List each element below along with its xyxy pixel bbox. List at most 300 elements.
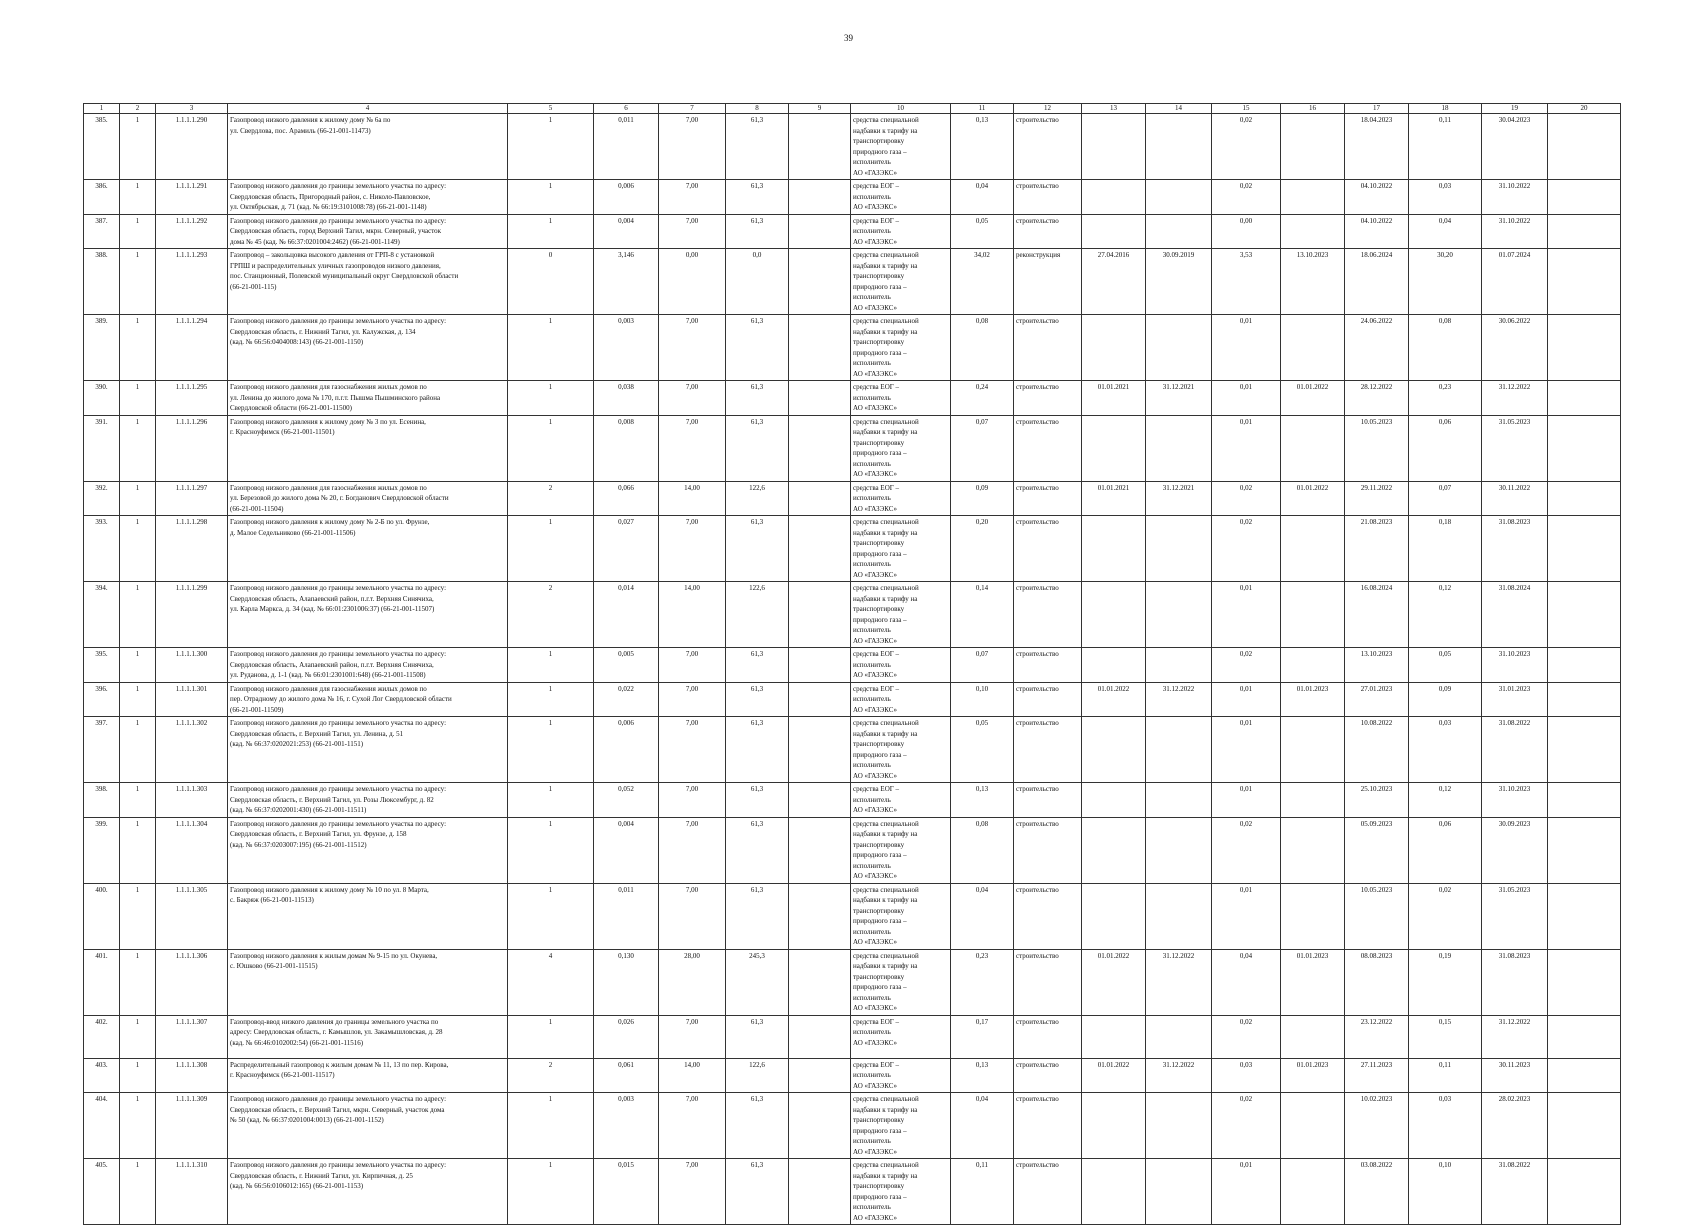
col-2-cell: 1 — [120, 516, 156, 582]
col-13-date — [1082, 817, 1146, 883]
col-14-date — [1146, 582, 1212, 648]
col-15-cell: 0,01 — [1212, 1159, 1281, 1225]
col-15-cell: 0,01 — [1212, 682, 1281, 717]
col-20-cell — [1548, 582, 1621, 648]
col-19-date: 31.10.2023 — [1482, 783, 1548, 818]
col-14-date — [1146, 717, 1212, 783]
length-cell: 0,004 — [594, 214, 659, 249]
col-9-cell — [789, 883, 851, 949]
col-11-cell: 0,07 — [951, 415, 1014, 481]
col-15-cell: 0,03 — [1212, 1058, 1281, 1093]
col-11-cell: 0,23 — [951, 949, 1014, 1015]
col-20-cell — [1548, 1058, 1621, 1093]
length-cell: 0,006 — [594, 180, 659, 215]
code-cell: 1.1.1.1.306 — [156, 949, 228, 1015]
col-8-cell: 61,3 — [726, 214, 789, 249]
col-8-cell: 61,3 — [726, 783, 789, 818]
col-16-date — [1281, 415, 1345, 481]
col-14-date — [1146, 1015, 1212, 1058]
length-cell: 0,006 — [594, 717, 659, 783]
page-number: 39 — [844, 33, 853, 43]
col-9-cell — [789, 817, 851, 883]
col-17-date: 27.11.2023 — [1345, 1058, 1409, 1093]
col-18-cell: 0,10 — [1409, 1159, 1482, 1225]
col-8-cell: 122,6 — [726, 1058, 789, 1093]
row-number: 392. — [84, 481, 120, 516]
row-number: 385. — [84, 114, 120, 180]
col-7-cell: 7,00 — [659, 1093, 726, 1159]
funding-source: средства ЕОГ – исполнитель АО «ГАЗЭКС» — [851, 481, 951, 516]
work-type: строительство — [1014, 214, 1082, 249]
work-type: строительство — [1014, 481, 1082, 516]
col-8-cell: 61,3 — [726, 1015, 789, 1058]
col-17-date: 28.12.2022 — [1345, 381, 1409, 416]
col-15-cell: 0,01 — [1212, 883, 1281, 949]
code-cell: 1.1.1.1.302 — [156, 717, 228, 783]
work-type: строительство — [1014, 883, 1082, 949]
length-cell: 0,003 — [594, 315, 659, 381]
col-8-cell: 0,0 — [726, 249, 789, 315]
work-type: строительство — [1014, 582, 1082, 648]
col-7-cell: 28,00 — [659, 949, 726, 1015]
col-17-date: 04.10.2022 — [1345, 180, 1409, 215]
col-18-cell: 0,03 — [1409, 180, 1482, 215]
col-19-date: 30.06.2022 — [1482, 315, 1548, 381]
column-header: 19 — [1482, 104, 1548, 114]
col-7-cell: 7,00 — [659, 783, 726, 818]
col-9-cell — [789, 114, 851, 180]
col-5-cell: 1 — [508, 682, 594, 717]
length-cell: 0,014 — [594, 582, 659, 648]
work-type: строительство — [1014, 648, 1082, 683]
code-cell: 1.1.1.1.309 — [156, 1093, 228, 1159]
col-13-date — [1082, 648, 1146, 683]
col-9-cell — [789, 1093, 851, 1159]
col-2-cell: 1 — [120, 817, 156, 883]
code-cell: 1.1.1.1.296 — [156, 415, 228, 481]
data-table — [83, 103, 1621, 1225]
column-header: 13 — [1082, 104, 1146, 114]
col-18-cell: 0,08 — [1409, 315, 1482, 381]
col-2-cell: 1 — [120, 481, 156, 516]
column-header: 12 — [1014, 104, 1082, 114]
col-18-cell: 0,11 — [1409, 114, 1482, 180]
col-14-date: 31.12.2022 — [1146, 682, 1212, 717]
funding-source: средства специальной надбавки к тарифу на транспортировку природного газа – исполнитель АО «ГАЗЭКС» — [851, 883, 951, 949]
length-cell: 0,130 — [594, 949, 659, 1015]
col-17-date: 13.10.2023 — [1345, 648, 1409, 683]
table-row — [84, 783, 1621, 818]
work-type: строительство — [1014, 114, 1082, 180]
col-17-date: 08.08.2023 — [1345, 949, 1409, 1015]
column-header: 17 — [1345, 104, 1409, 114]
col-18-cell: 0,12 — [1409, 582, 1482, 648]
col-19-date: 31.08.2024 — [1482, 582, 1548, 648]
col-11-cell: 0,09 — [951, 481, 1014, 516]
col-17-date: 24.06.2022 — [1345, 315, 1409, 381]
funding-source: средства специальной надбавки к тарифу на транспортировку природного газа – исполнитель АО «ГАЗЭКС» — [851, 249, 951, 315]
col-13-date: 01.01.2022 — [1082, 682, 1146, 717]
col-19-date: 31.08.2023 — [1482, 516, 1548, 582]
col-2-cell: 1 — [120, 1159, 156, 1225]
col-15-cell: 0,02 — [1212, 481, 1281, 516]
col-11-cell: 0,17 — [951, 1015, 1014, 1058]
col-11-cell: 0,24 — [951, 381, 1014, 416]
code-cell: 1.1.1.1.300 — [156, 648, 228, 683]
object-description: Газопровод низкого давления до границы земельного участка по адресу: Свердловская область, Алапаевский район, п.г.т. Верхняя Синячиха, ул. Карла Маркса, д. 34 (кад. № 66:01:2301006:37) (66-21-001-11507) — [228, 582, 508, 648]
col-2-cell: 1 — [120, 180, 156, 215]
table-row — [84, 415, 1621, 481]
funding-source: средства ЕОГ – исполнитель АО «ГАЗЭКС» — [851, 682, 951, 717]
col-7-cell: 7,00 — [659, 883, 726, 949]
col-16-date — [1281, 883, 1345, 949]
col-5-cell: 1 — [508, 883, 594, 949]
object-description: Газопровод низкого давления до границы земельного участка по адресу: Свердловская область, г. Верхний Тагил, ул. Розы Люксембург, д. 82 (кад. № 66:37:0202001:430) (66-21-001-11511) — [228, 783, 508, 818]
column-header: 10 — [851, 104, 951, 114]
table-row — [84, 315, 1621, 381]
column-header: 1 — [84, 104, 120, 114]
code-cell: 1.1.1.1.291 — [156, 180, 228, 215]
funding-source: средства ЕОГ – исполнитель АО «ГАЗЭКС» — [851, 180, 951, 215]
col-19-date: 31.05.2023 — [1482, 883, 1548, 949]
table-row — [84, 114, 1621, 180]
col-14-date — [1146, 415, 1212, 481]
col-14-date — [1146, 315, 1212, 381]
col-16-date — [1281, 516, 1345, 582]
col-8-cell: 61,3 — [726, 381, 789, 416]
col-9-cell — [789, 249, 851, 315]
col-19-date: 31.08.2022 — [1482, 1159, 1548, 1225]
object-description: Газопровод-ввод низкого давления до границы земельного участка по адресу: Свердловская область, г. Камышлов, ул. Закамышловская, д. 28 (кад. № 66:46:0102002:54) (66-21-001-11516) — [228, 1015, 508, 1058]
table-row — [84, 214, 1621, 249]
col-8-cell: 122,6 — [726, 481, 789, 516]
column-header: 2 — [120, 104, 156, 114]
col-18-cell: 0,06 — [1409, 817, 1482, 883]
col-7-cell: 7,00 — [659, 315, 726, 381]
col-14-date — [1146, 648, 1212, 683]
col-18-cell: 0,06 — [1409, 415, 1482, 481]
col-19-date: 01.07.2024 — [1482, 249, 1548, 315]
col-9-cell — [789, 214, 851, 249]
col-19-date: 30.09.2023 — [1482, 817, 1548, 883]
col-18-cell: 0,15 — [1409, 1015, 1482, 1058]
length-cell: 3,146 — [594, 249, 659, 315]
col-14-date: 31.12.2021 — [1146, 481, 1212, 516]
col-7-cell: 7,00 — [659, 180, 726, 215]
col-5-cell: 1 — [508, 114, 594, 180]
table-row — [84, 249, 1621, 315]
col-2-cell: 1 — [120, 582, 156, 648]
column-header: 4 — [228, 104, 508, 114]
col-17-date: 10.08.2022 — [1345, 717, 1409, 783]
work-type: строительство — [1014, 949, 1082, 1015]
work-type: строительство — [1014, 682, 1082, 717]
col-11-cell: 0,07 — [951, 648, 1014, 683]
work-type: строительство — [1014, 1015, 1082, 1058]
col-11-cell: 0,13 — [951, 783, 1014, 818]
col-15-cell: 0,02 — [1212, 648, 1281, 683]
row-number: 403. — [84, 1058, 120, 1093]
row-number: 390. — [84, 381, 120, 416]
table-row — [84, 1093, 1621, 1159]
col-5-cell: 1 — [508, 415, 594, 481]
col-16-date — [1281, 114, 1345, 180]
col-8-cell: 61,3 — [726, 1159, 789, 1225]
col-18-cell: 30,20 — [1409, 249, 1482, 315]
code-cell: 1.1.1.1.308 — [156, 1058, 228, 1093]
col-11-cell: 0,11 — [951, 1159, 1014, 1225]
column-header: 7 — [659, 104, 726, 114]
col-19-date: 31.01.2023 — [1482, 682, 1548, 717]
col-13-date: 01.01.2022 — [1082, 949, 1146, 1015]
col-8-cell: 61,3 — [726, 114, 789, 180]
col-2-cell: 1 — [120, 949, 156, 1015]
col-20-cell — [1548, 1093, 1621, 1159]
col-9-cell — [789, 1159, 851, 1225]
col-15-cell: 0,01 — [1212, 381, 1281, 416]
column-number-row — [84, 104, 1621, 114]
col-11-cell: 0,05 — [951, 214, 1014, 249]
col-18-cell: 0,23 — [1409, 381, 1482, 416]
col-20-cell — [1548, 717, 1621, 783]
col-19-date: 31.12.2022 — [1482, 1015, 1548, 1058]
col-14-date: 31.12.2022 — [1146, 949, 1212, 1015]
col-15-cell: 0,02 — [1212, 817, 1281, 883]
row-number: 387. — [84, 214, 120, 249]
col-5-cell: 2 — [508, 1058, 594, 1093]
col-5-cell: 2 — [508, 582, 594, 648]
col-8-cell: 61,3 — [726, 1093, 789, 1159]
col-17-date: 16.08.2024 — [1345, 582, 1409, 648]
col-15-cell: 0,04 — [1212, 949, 1281, 1015]
col-2-cell: 1 — [120, 1015, 156, 1058]
object-description: Газопровод низкого давления до границы земельного участка по адресу: Свердловская область, г. Нижний Тагил, ул. Кирпичная, д. 25 (кад. № 66:56:0106012:165) (66-21-001-1153) — [228, 1159, 508, 1225]
col-2-cell: 1 — [120, 214, 156, 249]
funding-source: средства специальной надбавки к тарифу на транспортировку природного газа – исполнитель АО «ГАЗЭКС» — [851, 516, 951, 582]
col-14-date — [1146, 883, 1212, 949]
col-17-date: 21.08.2023 — [1345, 516, 1409, 582]
work-type: строительство — [1014, 415, 1082, 481]
col-5-cell: 1 — [508, 648, 594, 683]
col-14-date: 31.12.2022 — [1146, 1058, 1212, 1093]
col-2-cell: 1 — [120, 315, 156, 381]
col-15-cell: 3,53 — [1212, 249, 1281, 315]
col-18-cell: 0,03 — [1409, 717, 1482, 783]
col-14-date — [1146, 783, 1212, 818]
work-type: строительство — [1014, 381, 1082, 416]
col-14-date — [1146, 817, 1212, 883]
col-20-cell — [1548, 783, 1621, 818]
length-cell: 0,008 — [594, 415, 659, 481]
col-20-cell — [1548, 114, 1621, 180]
length-cell: 0,038 — [594, 381, 659, 416]
funding-source: средства ЕОГ – исполнитель АО «ГАЗЭКС» — [851, 214, 951, 249]
length-cell: 0,022 — [594, 682, 659, 717]
object-description: Газопровод низкого давления до границы земельного участка по адресу: Свердловская область, г. Нижний Тагил, ул. Калужская, д. 134 (кад. № 66:56:0404008:143) (66-21-001-1150) — [228, 315, 508, 381]
col-20-cell — [1548, 180, 1621, 215]
col-16-date — [1281, 315, 1345, 381]
length-cell: 0,005 — [594, 648, 659, 683]
col-20-cell — [1548, 481, 1621, 516]
col-19-date: 30.11.2023 — [1482, 1058, 1548, 1093]
col-18-cell: 0,05 — [1409, 648, 1482, 683]
col-7-cell: 7,00 — [659, 682, 726, 717]
funding-source: средства специальной надбавки к тарифу на транспортировку природного газа – исполнитель АО «ГАЗЭКС» — [851, 717, 951, 783]
col-5-cell: 1 — [508, 180, 594, 215]
column-header: 16 — [1281, 104, 1345, 114]
table-row — [84, 817, 1621, 883]
col-8-cell: 61,3 — [726, 180, 789, 215]
col-8-cell: 61,3 — [726, 415, 789, 481]
code-cell: 1.1.1.1.298 — [156, 516, 228, 582]
col-16-date — [1281, 1015, 1345, 1058]
col-17-date: 23.12.2022 — [1345, 1015, 1409, 1058]
col-20-cell — [1548, 214, 1621, 249]
col-9-cell — [789, 415, 851, 481]
col-20-cell — [1548, 648, 1621, 683]
col-11-cell: 0,08 — [951, 817, 1014, 883]
col-7-cell: 7,00 — [659, 381, 726, 416]
work-type: строительство — [1014, 516, 1082, 582]
col-19-date: 31.08.2022 — [1482, 717, 1548, 783]
col-13-date — [1082, 516, 1146, 582]
funding-source: средства специальной надбавки к тарифу на транспортировку природного газа – исполнитель АО «ГАЗЭКС» — [851, 817, 951, 883]
col-7-cell: 14,00 — [659, 481, 726, 516]
funding-source: средства ЕОГ – исполнитель АО «ГАЗЭКС» — [851, 1015, 951, 1058]
col-19-date: 31.08.2023 — [1482, 949, 1548, 1015]
code-cell: 1.1.1.1.301 — [156, 682, 228, 717]
col-9-cell — [789, 180, 851, 215]
col-13-date — [1082, 582, 1146, 648]
col-15-cell: 0,00 — [1212, 214, 1281, 249]
funding-source: средства специальной надбавки к тарифу на транспортировку природного газа – исполнитель АО «ГАЗЭКС» — [851, 315, 951, 381]
col-19-date: 30.04.2023 — [1482, 114, 1548, 180]
col-13-date — [1082, 1093, 1146, 1159]
col-18-cell: 0,09 — [1409, 682, 1482, 717]
col-17-date: 05.09.2023 — [1345, 817, 1409, 883]
object-description: Газопровод низкого давления до границы земельного участка по адресу: Свердловская область, город Верхний Тагил, мкрн. Северный, участок дома № 45 (кад. № 66:37:0201004:2462) (66-21-001-1149) — [228, 214, 508, 249]
col-20-cell — [1548, 682, 1621, 717]
col-16-date — [1281, 1159, 1345, 1225]
length-cell: 0,011 — [594, 883, 659, 949]
column-header: 14 — [1146, 104, 1212, 114]
code-cell: 1.1.1.1.307 — [156, 1015, 228, 1058]
funding-source: средства специальной надбавки к тарифу на транспортировку природного газа – исполнитель АО «ГАЗЭКС» — [851, 1093, 951, 1159]
col-14-date: 31.12.2021 — [1146, 381, 1212, 416]
col-20-cell — [1548, 1159, 1621, 1225]
col-11-cell: 34,02 — [951, 249, 1014, 315]
col-18-cell: 0,18 — [1409, 516, 1482, 582]
table-row — [84, 1058, 1621, 1093]
col-14-date — [1146, 114, 1212, 180]
work-type: строительство — [1014, 180, 1082, 215]
col-13-date: 27.04.2016 — [1082, 249, 1146, 315]
col-16-date — [1281, 1093, 1345, 1159]
col-7-cell: 0,00 — [659, 249, 726, 315]
col-15-cell: 0,02 — [1212, 180, 1281, 215]
object-description: Газопровод низкого давления до границы земельного участка по адресу: Свердловская область, Пригородный район, с. Николо-Павловское, ул. Октябрьская, д. 71 (кад. № 66:19:3101008:78) (66-21-001-1148) — [228, 180, 508, 215]
table-row — [84, 883, 1621, 949]
column-header: 20 — [1548, 104, 1621, 114]
col-5-cell: 1 — [508, 783, 594, 818]
col-7-cell: 14,00 — [659, 582, 726, 648]
table-row — [84, 180, 1621, 215]
table-row — [84, 682, 1621, 717]
row-number: 396. — [84, 682, 120, 717]
code-cell: 1.1.1.1.310 — [156, 1159, 228, 1225]
work-type: строительство — [1014, 817, 1082, 883]
col-11-cell: 0,20 — [951, 516, 1014, 582]
col-2-cell: 1 — [120, 648, 156, 683]
col-9-cell — [789, 381, 851, 416]
col-15-cell: 0,01 — [1212, 717, 1281, 783]
col-11-cell: 0,05 — [951, 717, 1014, 783]
col-13-date: 01.01.2021 — [1082, 481, 1146, 516]
col-11-cell: 0,08 — [951, 315, 1014, 381]
length-cell: 0,052 — [594, 783, 659, 818]
col-11-cell: 0,14 — [951, 582, 1014, 648]
row-number: 405. — [84, 1159, 120, 1225]
row-number: 388. — [84, 249, 120, 315]
col-7-cell: 7,00 — [659, 214, 726, 249]
code-cell: 1.1.1.1.292 — [156, 214, 228, 249]
row-number: 393. — [84, 516, 120, 582]
table-row — [84, 381, 1621, 416]
col-7-cell: 7,00 — [659, 817, 726, 883]
col-11-cell: 0,04 — [951, 180, 1014, 215]
col-5-cell: 1 — [508, 1093, 594, 1159]
col-17-date: 04.10.2022 — [1345, 214, 1409, 249]
col-18-cell: 0,04 — [1409, 214, 1482, 249]
column-header: 9 — [789, 104, 851, 114]
col-14-date: 30.09.2019 — [1146, 249, 1212, 315]
code-cell: 1.1.1.1.297 — [156, 481, 228, 516]
col-2-cell: 1 — [120, 783, 156, 818]
row-number: 386. — [84, 180, 120, 215]
col-16-date — [1281, 214, 1345, 249]
table-row — [84, 582, 1621, 648]
length-cell: 0,026 — [594, 1015, 659, 1058]
col-17-date: 18.06.2024 — [1345, 249, 1409, 315]
funding-source: средства специальной надбавки к тарифу на транспортировку природного газа – исполнитель АО «ГАЗЭКС» — [851, 415, 951, 481]
col-8-cell: 61,3 — [726, 516, 789, 582]
row-number: 398. — [84, 783, 120, 818]
col-18-cell: 0,11 — [1409, 1058, 1482, 1093]
work-type: реконструкция — [1014, 249, 1082, 315]
col-19-date: 30.11.2022 — [1482, 481, 1548, 516]
col-13-date — [1082, 315, 1146, 381]
col-14-date — [1146, 1093, 1212, 1159]
col-8-cell: 61,3 — [726, 817, 789, 883]
object-description: Газопровод низкого давления к жилому дому № 6а по ул. Свердлова, пос. Арамиль (66-21-001-11473) — [228, 114, 508, 180]
object-description: Газопровод низкого давления для газоснабжения жилых домов по ул. Березовой до жилого дома № 20, г. Богданович Свердловской области (66-21-001-11504) — [228, 481, 508, 516]
object-description: Газопровод низкого давления для газоснабжения жилых домов по пер. Отрадному до жилого дома № 16, г. Сухой Лог Свердловской области (66-21-001-11509) — [228, 682, 508, 717]
col-17-date: 18.04.2023 — [1345, 114, 1409, 180]
col-8-cell: 61,3 — [726, 883, 789, 949]
col-19-date: 31.10.2022 — [1482, 214, 1548, 249]
col-8-cell: 61,3 — [726, 717, 789, 783]
col-15-cell: 0,01 — [1212, 783, 1281, 818]
col-18-cell: 0,12 — [1409, 783, 1482, 818]
work-type: строительство — [1014, 1159, 1082, 1225]
col-13-date — [1082, 415, 1146, 481]
object-description: Газопровод низкого давления к жилому дому № 2-Б по ул. Фрунзе, д. Малое Седельниково (66-21-001-11506) — [228, 516, 508, 582]
col-17-date: 27.01.2023 — [1345, 682, 1409, 717]
col-13-date — [1082, 114, 1146, 180]
col-16-date — [1281, 582, 1345, 648]
length-cell: 0,015 — [594, 1159, 659, 1225]
object-description: Газопровод низкого давления до границы земельного участка по адресу: Свердловская область, г. Верхний Тагил, мкрн. Северный, участок дома № 50 (кад. № 66:37:0201004:0013) (66-21-001-1152) — [228, 1093, 508, 1159]
